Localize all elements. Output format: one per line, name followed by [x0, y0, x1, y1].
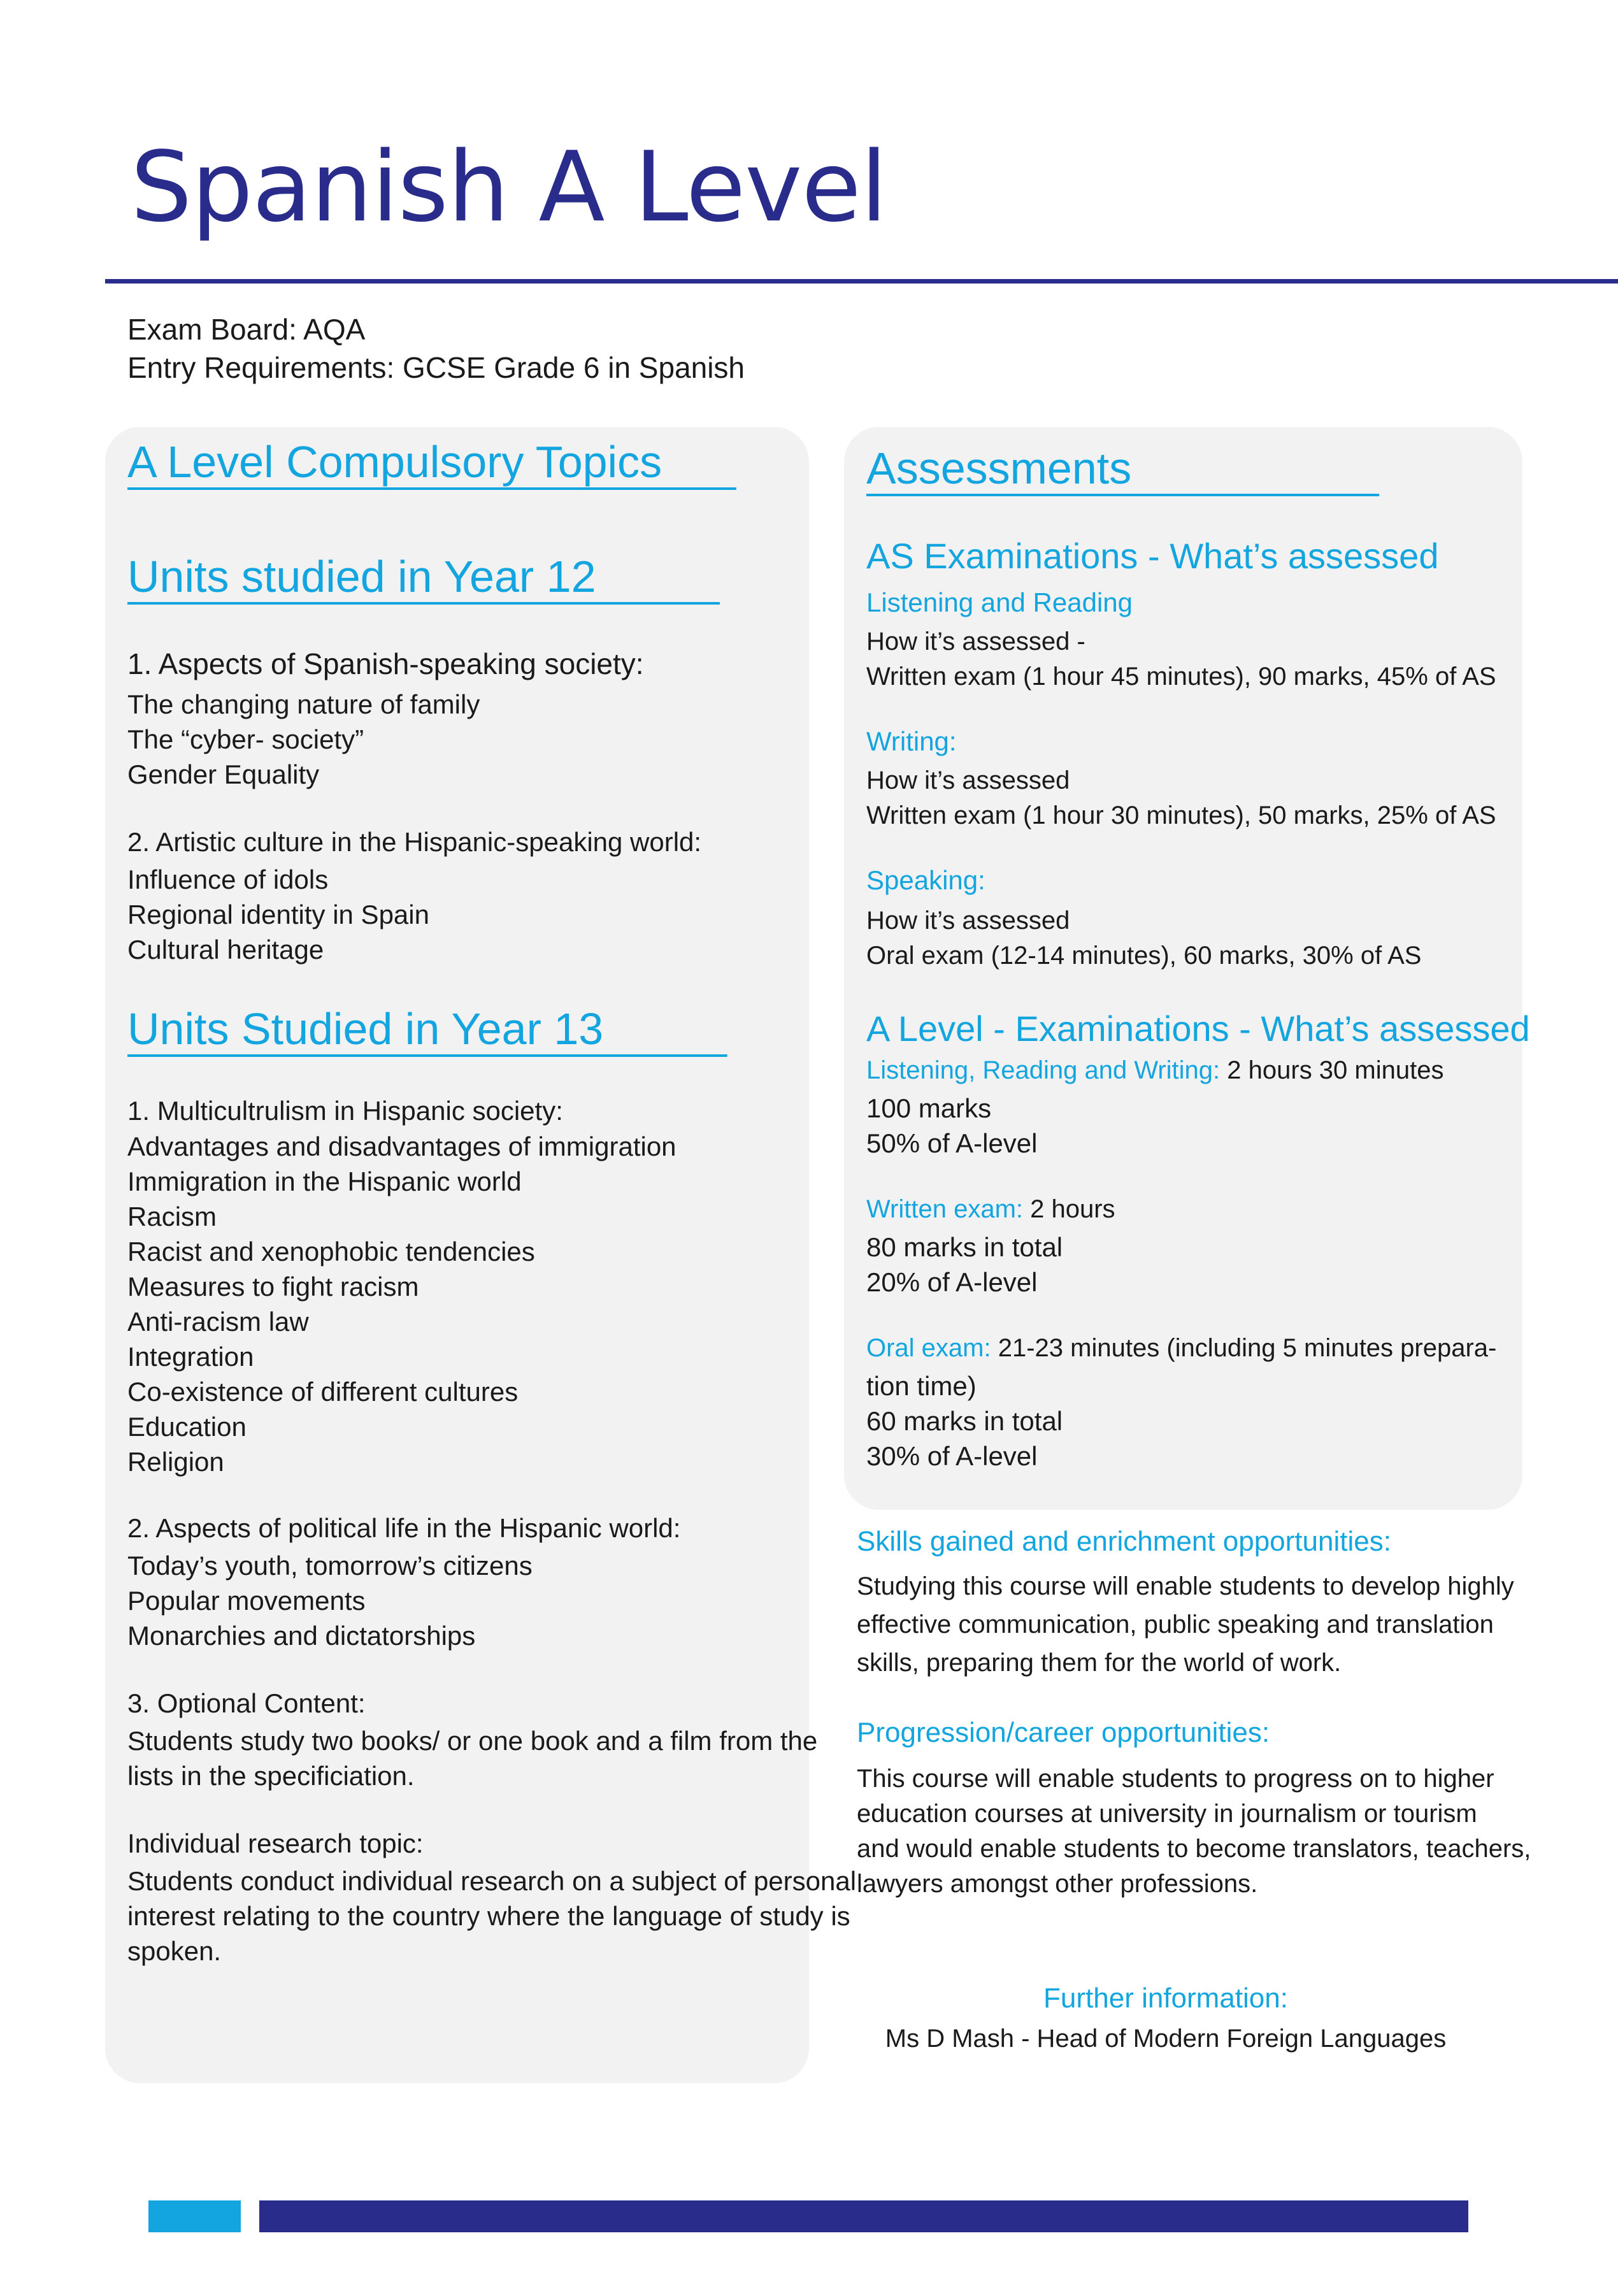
- list-item: Monarchies and dictatorships: [127, 1621, 476, 1651]
- oral-exam-label: Oral exam:: [866, 1334, 991, 1362]
- text-line: Students study two books/ or one book and a film from the: [127, 1726, 818, 1756]
- text-line: Students conduct individual research on a subject of personal: [127, 1866, 857, 1896]
- oral-exam-duration: 21-23 minutes (including 5 minutes prepara-: [991, 1334, 1497, 1362]
- list-item: Popular movements: [127, 1586, 366, 1616]
- list-item: Religion: [127, 1447, 224, 1477]
- written-exam-details: [866, 1230, 1063, 1300]
- year12-heading-text: Units studied in Year 12: [127, 552, 720, 601]
- further-info-heading: Further information:: [1043, 1983, 1288, 2014]
- y12-topic1-title: 1. Aspects of Spanish-speaking society:: [127, 647, 644, 680]
- text-line: and would enable students to become translators, teachers,: [857, 1835, 1531, 1863]
- list-item: Measures to fight racism: [127, 1272, 419, 1302]
- list-item: Racist and xenophobic tendencies: [127, 1237, 535, 1266]
- progression-heading: Progression/career opportunities:: [857, 1717, 1270, 1748]
- text-line: interest relating to the country where the language of study is: [127, 1901, 850, 1931]
- list-item: Integration: [127, 1342, 254, 1372]
- text-line: How it’s assessed: [866, 766, 1070, 794]
- written-exam-line: [866, 1195, 1115, 1224]
- written-exam-label: Written exam:: [866, 1195, 1023, 1223]
- assessments-heading: [866, 443, 1379, 494]
- text-line: skills, preparing them for the world of work.: [857, 1649, 1342, 1677]
- list-item: Immigration in the Hispanic world: [127, 1166, 522, 1196]
- list-item: The “cyber- society”: [127, 724, 364, 754]
- text-line: Written exam (1 hour 45 minutes), 90 marks, 45% of AS: [866, 663, 1496, 691]
- text-line: Studying this course will enable students to develop highly: [857, 1572, 1514, 1600]
- y12-topic1-list: [127, 687, 480, 792]
- entry-requirements: Entry Requirements: GCSE Grade 6 in Spanish: [127, 351, 745, 384]
- lrw-exam-duration: 2 hours 30 minutes: [1220, 1056, 1444, 1084]
- list-item: Today’s youth, tomorrow’s citizens: [127, 1551, 533, 1581]
- listening-reading-details: [866, 624, 1496, 694]
- skills-text: [857, 1567, 1514, 1682]
- research-topic-text: [127, 1863, 856, 1969]
- exam-board: Exam Board: AQA: [127, 313, 366, 346]
- text-line: 20% of A-level: [866, 1267, 1038, 1297]
- y12-topic2-title: 2. Artistic culture in the Hispanic-speaking world:: [127, 827, 702, 857]
- list-item: Gender Equality: [127, 759, 320, 789]
- list-item: Advantages and disadvantages of immigration: [127, 1131, 677, 1161]
- text-line: How it’s assessed: [866, 907, 1070, 935]
- as-examinations-heading: AS Examinations - What’s assessed: [866, 536, 1439, 576]
- written-exam-duration: 2 hours: [1023, 1195, 1115, 1223]
- list-item: Racism: [127, 1202, 217, 1231]
- y13-topic2-list: [127, 1548, 533, 1653]
- footer-bar: [259, 2200, 1468, 2232]
- text-line: education courses at university in journalism or tourism: [857, 1800, 1477, 1828]
- year13-heading: [127, 1003, 727, 1054]
- writing-details: [866, 763, 1496, 833]
- text-line: How it’s assessed -: [866, 628, 1085, 656]
- text-line: 80 marks in total: [866, 1232, 1063, 1262]
- list-item: Co-existence of different cultures: [127, 1377, 519, 1407]
- text-line: lists in the specificiation.: [127, 1761, 415, 1791]
- text-line: 50% of A-level: [866, 1128, 1038, 1158]
- text-line: This course will enable students to progress on to higher: [857, 1765, 1494, 1793]
- a-level-examinations-heading: A Level - Examinations - What’s assessed: [866, 1008, 1530, 1049]
- list-item: Education: [127, 1412, 247, 1442]
- assessments-heading-text: Assessments: [866, 443, 1380, 493]
- year12-heading: [127, 551, 720, 602]
- oral-exam-line: [866, 1334, 1496, 1363]
- y12-topic2-list: [127, 862, 429, 967]
- y13-topic2-title: 2. Aspects of political life in the Hispanic world:: [127, 1513, 681, 1543]
- skills-heading: Skills gained and enrichment opportunities:: [857, 1526, 1391, 1557]
- text-line: lawyers amongst other professions.: [857, 1870, 1258, 1898]
- text-line: effective communication, public speaking and translation: [857, 1611, 1494, 1639]
- research-topic-title: Individual research topic:: [127, 1828, 424, 1858]
- list-item: The changing nature of family: [127, 689, 480, 719]
- writing-heading: Writing:: [866, 726, 957, 756]
- optional-content-title: 3. Optional Content:: [127, 1688, 366, 1718]
- oral-exam-details: [866, 1368, 1063, 1474]
- lrw-exam-line: [866, 1056, 1443, 1085]
- list-item: Anti-racism law: [127, 1307, 309, 1337]
- text-line: 60 marks in total: [866, 1406, 1063, 1436]
- list-item: Regional identity in Spain: [127, 900, 429, 929]
- y13-topic1-list: [127, 1129, 677, 1479]
- listening-reading-heading: Listening and Reading: [866, 587, 1133, 617]
- text-line: 100 marks: [866, 1093, 992, 1123]
- progression-text: [857, 1761, 1531, 1902]
- text-line: Written exam (1 hour 30 minutes), 50 marks, 25% of AS: [866, 801, 1496, 829]
- text-line: Oral exam (12-14 minutes), 60 marks, 30% of AS: [866, 942, 1422, 970]
- text-line: 30% of A-level: [866, 1441, 1038, 1471]
- optional-content-text: [127, 1723, 817, 1793]
- lrw-exam-label: Listening, Reading and Writing:: [866, 1056, 1221, 1084]
- title-divider: [105, 279, 1618, 283]
- compulsory-topics-heading: [127, 436, 736, 487]
- text-line: spoken.: [127, 1936, 222, 1966]
- list-item: Influence of idols: [127, 865, 329, 894]
- lrw-exam-details: [866, 1091, 1038, 1161]
- year13-heading-text: Units Studied in Year 13: [127, 1004, 727, 1054]
- further-info-contact: Ms D Mash - Head of Modern Foreign Languages: [885, 2025, 1447, 2053]
- speaking-heading: Speaking:: [866, 865, 985, 895]
- text-line: tion time): [866, 1371, 977, 1401]
- footer-accent-bar: [148, 2200, 241, 2232]
- list-item: Cultural heritage: [127, 935, 324, 965]
- compulsory-topics-heading-text: A Level Compulsory Topics: [127, 437, 736, 487]
- y13-topic1-title: 1. Multicultrulism in Hispanic society:: [127, 1096, 563, 1126]
- page-title: Spanish A Level: [131, 131, 887, 243]
- speaking-details: [866, 903, 1421, 973]
